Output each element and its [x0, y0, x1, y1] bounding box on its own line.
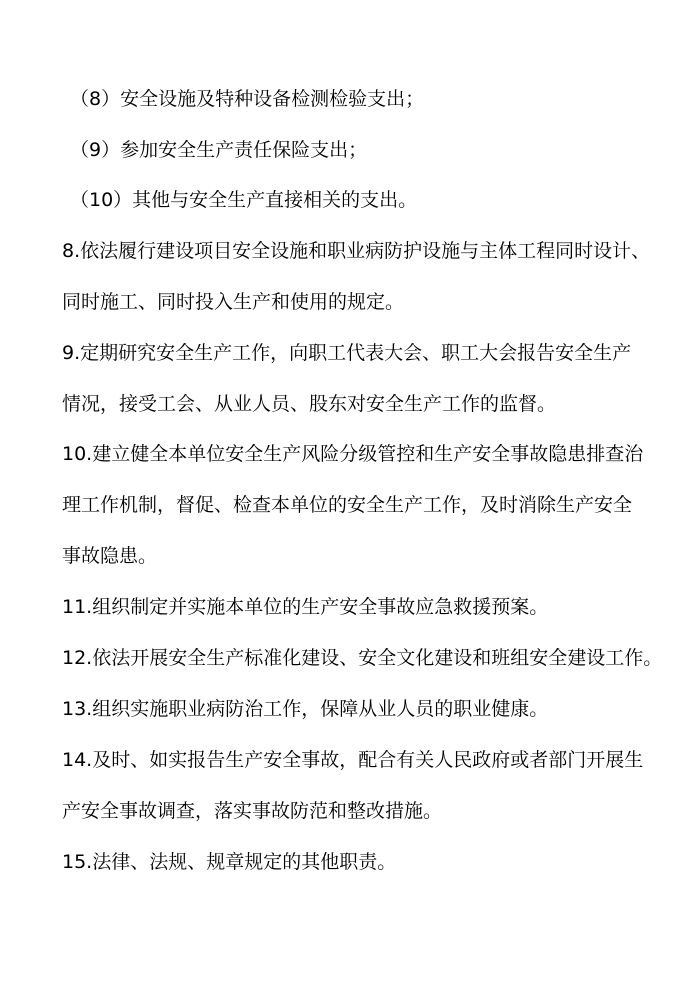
clause-12: 12.依法开展安全生产标准化建设、安全文化建设和班组安全建设工作。 [62, 647, 663, 669]
clause-10-line-1: 10.建立健全本单位安全生产风险分级管控和生产安全事故隐患排查治 [62, 443, 644, 465]
clause-9-line-2: 情况，接受工会、从业人员、股东对安全生产工作的监督。 [62, 393, 557, 415]
clause-15: 15.法律、法规、规章规定的其他职责。 [62, 851, 397, 873]
clause-8-line-2: 同时施工、同时投入生产和使用的规定。 [62, 291, 405, 313]
clause-14-line-2: 产安全事故调查，落实事故防范和整改措施。 [62, 800, 443, 822]
item-8-safety-inspection-expense: （8）安全设施及特种设备检测检验支出； [70, 88, 425, 110]
clause-14-line-1: 14.及时、如实报告生产安全事故，配合有关人民政府或者部门开展生 [62, 749, 644, 771]
item-10-other-expense: （10）其他与安全生产直接相关的支出。 [70, 189, 418, 211]
clause-11: 11.组织制定并实施本单位的生产安全事故应急救援预案。 [62, 596, 549, 618]
clause-13: 13.组织实施职业病防治工作，保障从业人员的职业健康。 [62, 698, 549, 720]
clause-10-line-2: 理工作机制，督促、检查本单位的安全生产工作，及时消除生产安全 [62, 494, 633, 516]
clause-10-line-3: 事故隐患。 [62, 545, 158, 567]
clause-9-line-1: 9.定期研究安全生产工作，向职工代表大会、职工大会报告安全生产 [62, 342, 632, 364]
item-9-insurance-expense: （9）参加安全生产责任保险支出； [70, 139, 368, 161]
clause-8-line-1: 8.依法履行建设项目安全设施和职业病防护设施与主体工程同时设计、 [62, 240, 651, 262]
